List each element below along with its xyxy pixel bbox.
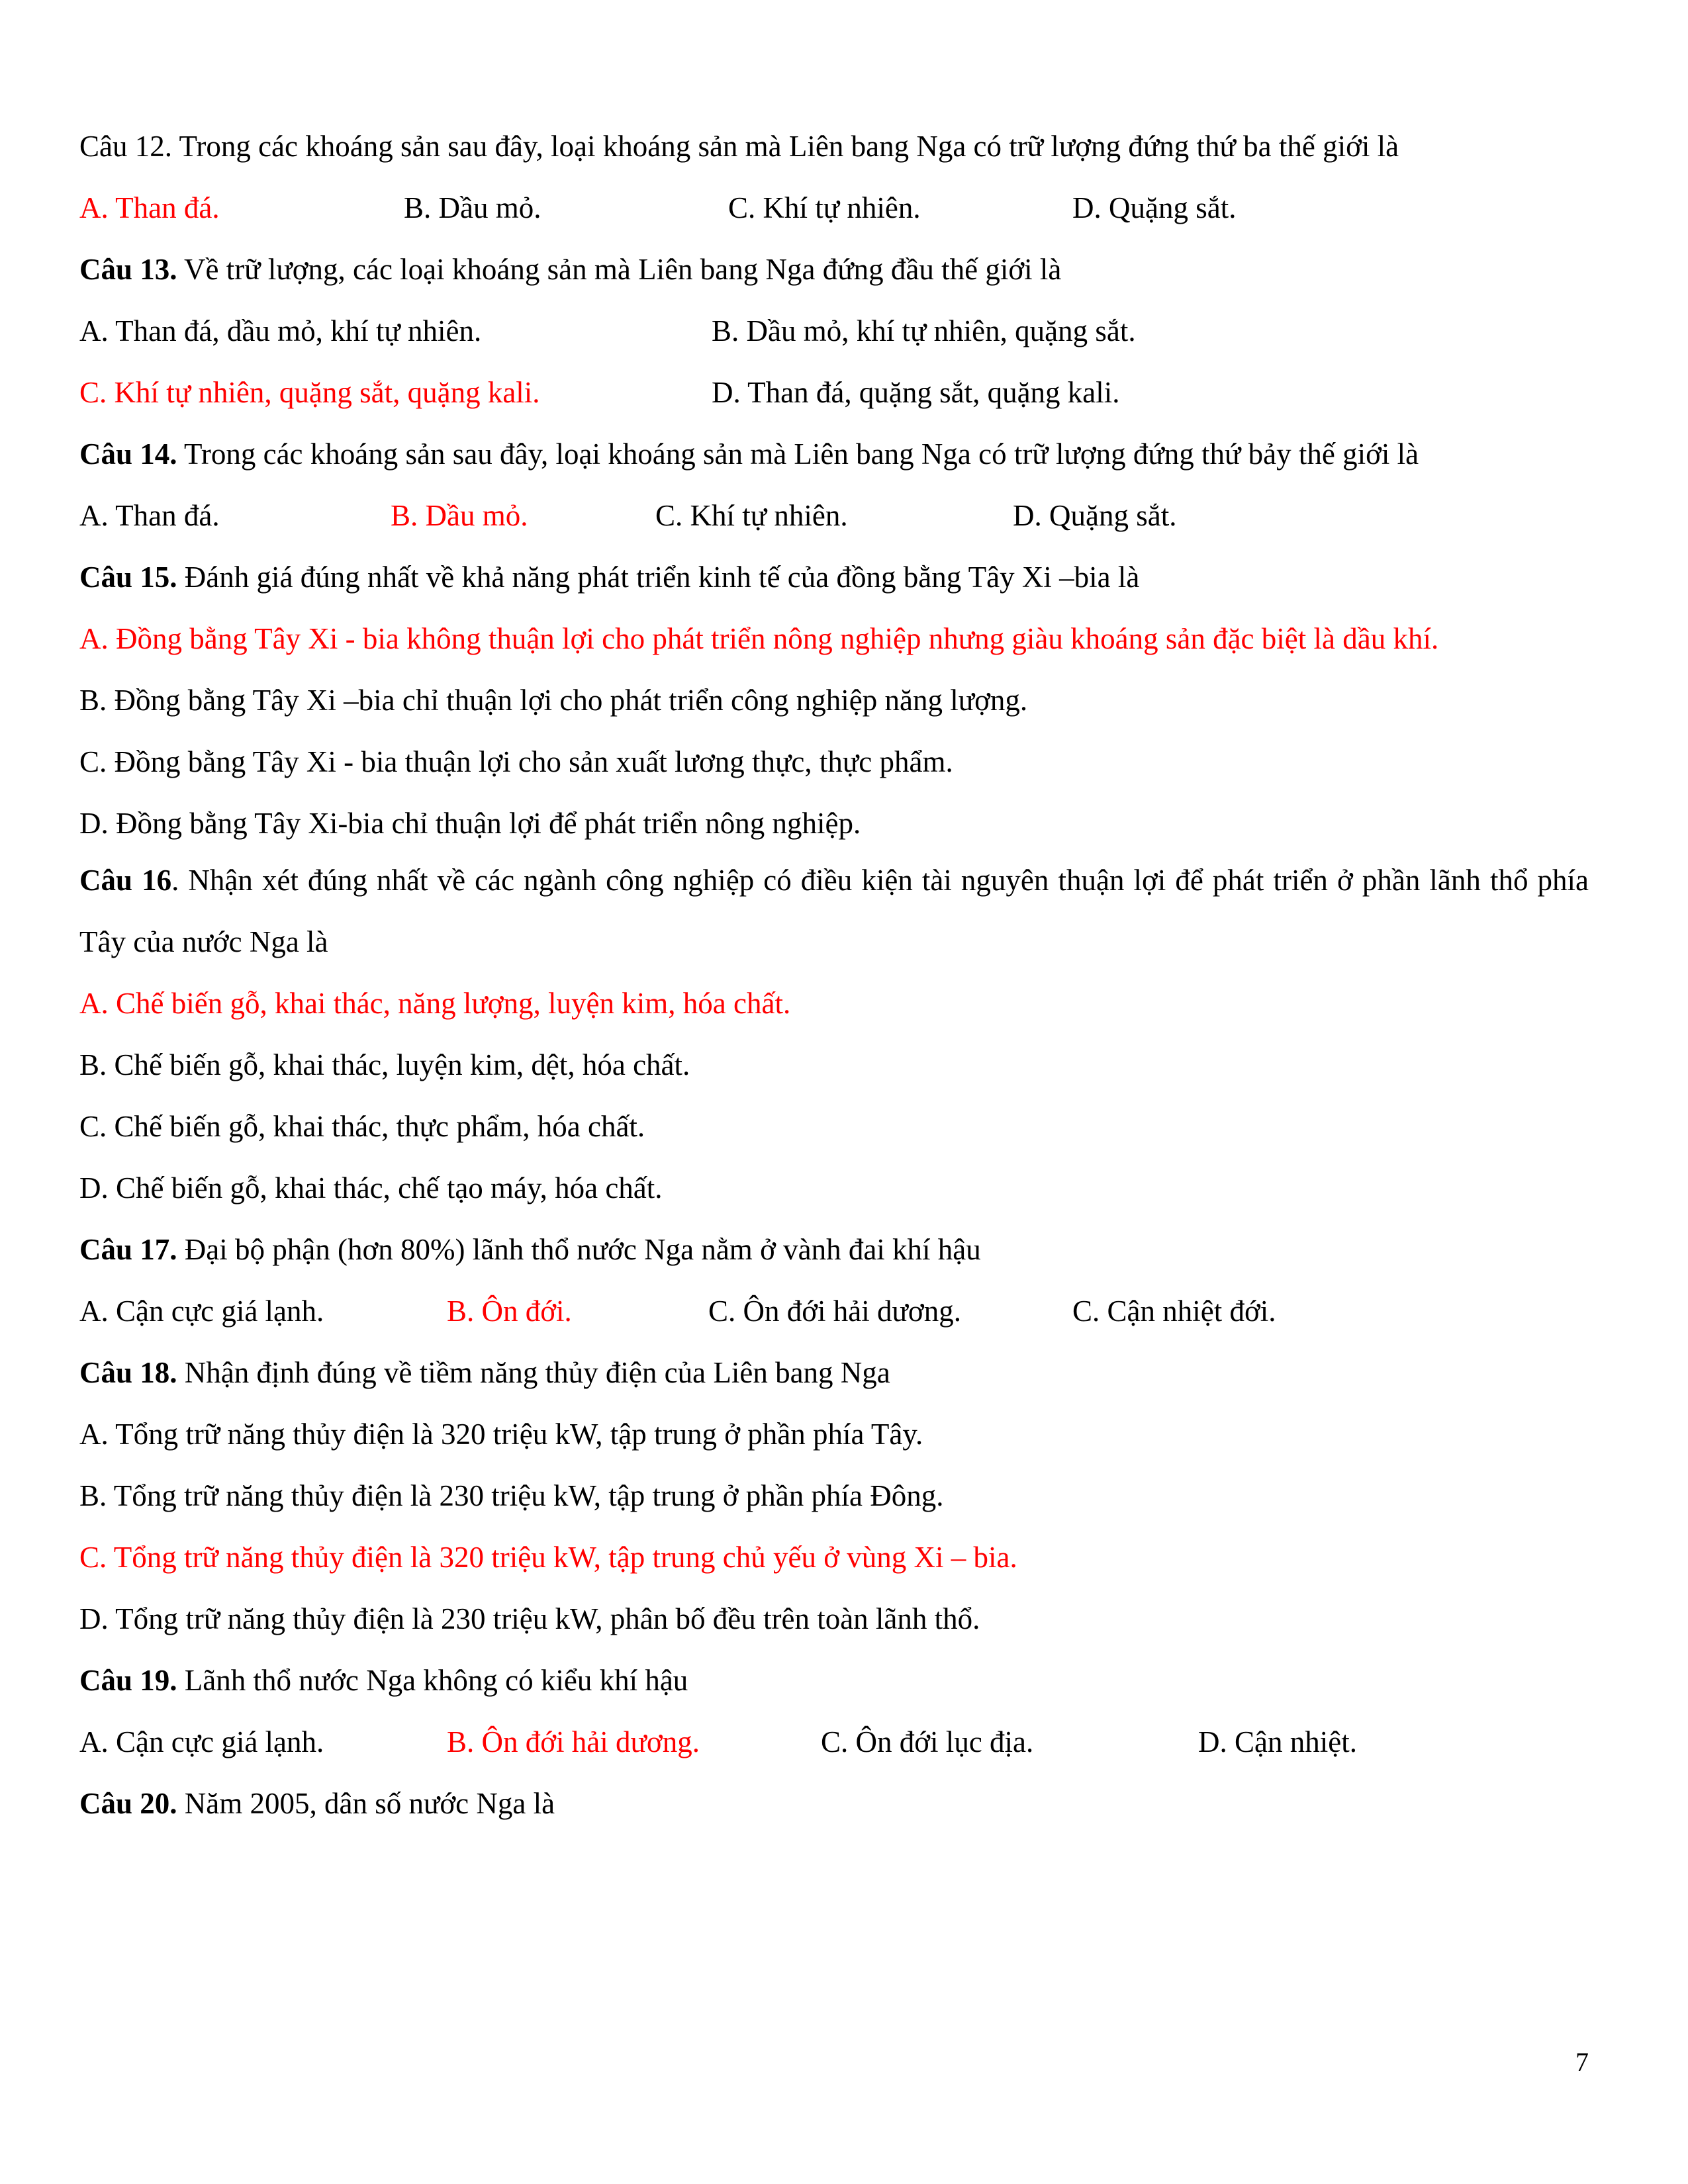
option: C. Khí tự nhiên. — [655, 499, 848, 532]
question-19 — [79, 1650, 1589, 1711]
option: D. Tổng trữ năng thủy điện là 230 triệu kW, phân bố đều trên toàn lãnh thổ. — [79, 1602, 980, 1635]
options-row — [79, 1711, 1589, 1773]
option: D. Chế biến gỗ, khai thác, chế tạo máy, hóa chất. — [79, 1171, 663, 1205]
question-17 — [79, 1219, 1589, 1281]
option: C. Khí tự nhiên. — [728, 191, 921, 224]
question-label: Câu 18. — [79, 1356, 177, 1389]
option: A. Tổng trữ năng thủy điện là 320 triệu kW, tập trung ở phần phía Tây. — [79, 1418, 923, 1451]
question-stem: Lãnh thổ nước Nga không có kiểu khí hậu — [184, 1664, 688, 1697]
option-answer: B. Ôn đới hải dương. — [447, 1725, 700, 1758]
option: B. Dầu mỏ. — [404, 191, 541, 224]
option: C. Chế biến gỗ, khai thác, thực phẩm, hóa chất. — [79, 1110, 645, 1143]
question-16 — [79, 850, 1589, 973]
option: A. Cận cực giá lạnh. — [79, 1295, 324, 1328]
question-label: Câu 16 — [79, 864, 172, 897]
question-15 — [79, 547, 1589, 608]
question-20 — [79, 1773, 1589, 1835]
option: D. Quặng sắt. — [1072, 191, 1237, 224]
question-stem: Trong các khoáng sản sau đây, loại khoáng sản mà Liên bang Nga có trữ lượng đứng thứ bảy thế giới là — [183, 437, 1419, 471]
option: D. Cận nhiệt. — [1198, 1725, 1357, 1758]
option-answer: A. Đồng bằng Tây Xi - bia không thuận lợi cho phát triển nông nghiệp nhưng giàu khoáng sản đặc biệt là dầu khí. — [79, 622, 1439, 655]
options-row — [79, 300, 1589, 362]
question-label: Câu 12. — [79, 130, 172, 163]
question-18 — [79, 1342, 1589, 1404]
question-label: Câu 13. — [79, 253, 177, 286]
option: C. Cận nhiệt đới. — [1072, 1295, 1276, 1328]
options-row — [79, 1281, 1589, 1342]
question-stem: Năm 2005, dân số nước Nga là — [184, 1787, 555, 1820]
option-answer: B. Dầu mỏ. — [391, 499, 528, 532]
question-13 — [79, 239, 1589, 300]
page-number: 7 — [1575, 2047, 1589, 2077]
question-stem: Đánh giá đúng nhất về khả năng phát triển kinh tế của đồng bằng Tây Xi –bia là — [184, 561, 1140, 594]
option-answer: C. Khí tự nhiên, quặng sắt, quặng kali. — [79, 376, 540, 409]
option: D. Đồng bằng Tây Xi-bia chỉ thuận lợi để phát triển nông nghiệp. — [79, 807, 861, 840]
option: C. Ôn đới hải dương. — [708, 1295, 961, 1328]
option: B. Đồng bằng Tây Xi –bia chỉ thuận lợi cho phát triển công nghiệp năng lượng. — [79, 684, 1028, 717]
option: B. Dầu mỏ, khí tự nhiên, quặng sắt. — [712, 314, 1136, 347]
question-stem: Về trữ lượng, các loại khoáng sản mà Liên bang Nga đứng đầu thế giới là — [183, 253, 1062, 286]
question-stem: Trong các khoáng sản sau đây, loại khoáng sản mà Liên bang Nga có trữ lượng đứng thứ ba thế giới là — [179, 130, 1399, 163]
question-label: Câu 14. — [79, 437, 177, 471]
question-label: Câu 17. — [79, 1233, 177, 1266]
options-row — [79, 362, 1589, 424]
option: A. Cận cực giá lạnh. — [79, 1725, 324, 1758]
option: D. Quặng sắt. — [1013, 499, 1177, 532]
option-answer: C. Tổng trữ năng thủy điện là 320 triệu kW, tập trung chủ yếu ở vùng Xi – bia. — [79, 1541, 1017, 1574]
option: D. Than đá, quặng sắt, quặng kali. — [712, 376, 1120, 409]
options-row — [79, 485, 1589, 547]
question-label: Câu 15. — [79, 561, 177, 594]
option: C. Đồng bằng Tây Xi - bia thuận lợi cho sản xuất lương thực, thực phẩm. — [79, 745, 953, 778]
question-stem: Đại bộ phận (hơn 80%) lãnh thổ nước Nga nằm ở vành đai khí hậu — [184, 1233, 981, 1266]
question-stem: Nhận định đúng về tiềm năng thủy điện của Liên bang Nga — [184, 1356, 890, 1389]
question-12 — [79, 116, 1589, 177]
option-answer: A. Than đá. — [79, 191, 220, 224]
option: C. Ôn đới lục địa. — [821, 1725, 1034, 1758]
option-answer: B. Ôn đới. — [447, 1295, 572, 1328]
option-answer: A. Chế biến gỗ, khai thác, năng lượng, luyện kim, hóa chất. — [79, 987, 791, 1020]
document-page — [79, 116, 1589, 1835]
option: B. Chế biến gỗ, khai thác, luyện kim, dệt, hóa chất. — [79, 1048, 690, 1081]
option: B. Tổng trữ năng thủy điện là 230 triệu kW, tập trung ở phần phía Đông. — [79, 1479, 944, 1512]
question-14 — [79, 424, 1589, 485]
question-label: Câu 20. — [79, 1787, 177, 1820]
question-stem: . Nhận xét đúng nhất về các ngành công nghiệp có điều kiện tài nguyên thuận lợi để phát triển ở phần lãnh thổ phía Tây của nước Nga là — [79, 864, 1589, 958]
question-label: Câu 19. — [79, 1664, 177, 1697]
options-row — [79, 177, 1589, 239]
option: A. Than đá. — [79, 499, 220, 532]
option: A. Than đá, dầu mỏ, khí tự nhiên. — [79, 314, 482, 347]
